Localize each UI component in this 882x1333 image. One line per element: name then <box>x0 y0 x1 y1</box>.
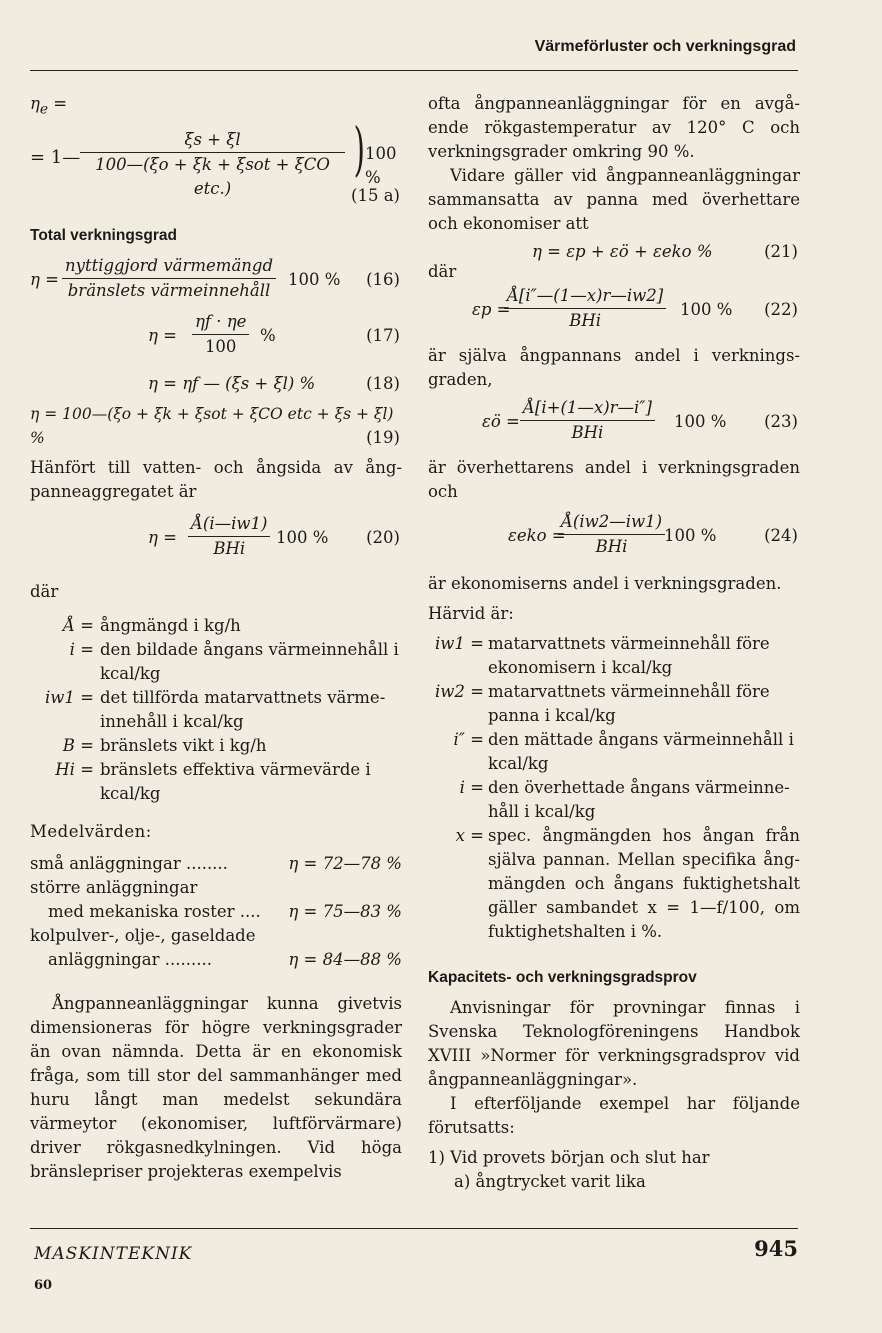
definition-row: iw1 = det tillförda matarvattnets värmeinnehåll i kcal/kg <box>45 688 386 731</box>
definition-row: i = den överhettade ångans värmeinnehåll i kcal/kg <box>459 778 790 821</box>
definition-list-left <box>30 614 402 806</box>
definition-row: Å = ångmängd i kg/h <box>63 616 241 635</box>
running-header: Värmeförluster och verkningsgrad <box>534 38 796 55</box>
equation-20: η = Å(i—iw1) BHi 100 % (20) <box>148 514 400 558</box>
equation-15a: = 1— ξs + ξl 100—(ξo + ξk + ξsot + ξCO etc.) ) 100 % <box>30 115 397 198</box>
definition-row: Hi = bränslets effektiva värmevärde i kcal/kg <box>55 760 371 803</box>
definition-list-right <box>428 632 800 944</box>
paragraph-vidare: Vidare gäller vid ångpanneanläggningar sammansatta av panna med överhettare och ekonomiser att <box>428 166 800 233</box>
medel-row: större anläggningar <box>30 878 198 897</box>
medelvarden-list <box>30 852 402 972</box>
header-rule <box>30 70 798 71</box>
definition-row: iw1 = matarvattnets värmeinnehåll före ekonomisern i kcal/kg <box>435 634 770 677</box>
equation-15a-lhs: $\eta_e$ = <box>30 94 68 118</box>
equation-24: εeko = Å(iw2—iw1) BHi 100 % (24) <box>508 512 798 556</box>
medel-row: kolpulver-, olje-, gaseldade <box>30 926 256 945</box>
definition-row: x = spec. ångmängden hos ångan från själva pannan. Mellan specifika ångmängden och ångans fuktighetshalt gäller sambandet x = 1—f/100, om fuktighetshalten i %. <box>455 826 800 941</box>
paragraph-efterfoljande: I efterföljande exempel har följande förutsatts: <box>428 1094 800 1137</box>
equation-18: η = ηf — (ξs + ξl) % (18) <box>148 374 400 393</box>
paragraph-ofta: ofta ångpanneanläggningar för en avgående rökgastemperatur av 120° C och verkningsgrader omkring 90 %. <box>428 94 800 161</box>
list-item-1: 1) Vid provets början och slut har <box>428 1148 710 1167</box>
journal-name: MASKINTEKNIK <box>34 1244 193 1264</box>
medelvarden-heading: Medelvärden: <box>30 822 152 841</box>
equation-number: (19) <box>366 428 400 447</box>
label-dar: där <box>428 262 457 281</box>
equation-21: η = εp + εö + εeko % (21) <box>532 242 798 261</box>
paragraph-eq24: är ekonomiserns andel i verkningsgraden. <box>428 574 782 593</box>
definition-row: i = den bildade ångans värmeinnehåll i kcal/kg <box>69 640 399 683</box>
footer-rule <box>30 1228 798 1229</box>
sheet-number: 60 <box>34 1278 53 1293</box>
medel-row: med mekaniska roster .... η = 75—83 % <box>48 902 402 921</box>
page-number: 945 <box>754 1236 798 1261</box>
medel-row: små anläggningar ........ η = 72—78 % <box>30 854 402 873</box>
left-column <box>30 92 402 1184</box>
section-heading-kapacitet: Kapacitets- och verkningsgradsprov <box>428 969 697 986</box>
definition-row: i″ = den mättade ångans värmeinnehåll i kcal/kg <box>453 730 794 773</box>
equation-23: εö = Å[i+(1—x)r—i″] BHi 100 % (23) <box>482 398 798 442</box>
medel-row: anläggningar ......... η = 84—88 % <box>48 950 402 969</box>
paragraph-anvisningar: Anvisningar för provningar finnas i Svenska Teknologföreningens Handbok XVIII »Normer för verkningsgradsprov vid ångpanneanläggningar». <box>428 998 800 1089</box>
paragraph-eq23: är överhettarens andel i verkningsgraden och <box>428 458 800 501</box>
definition-row: iw2 = matarvattnets värmeinnehåll före panna i kcal/kg <box>435 682 770 725</box>
definition-row: B = bränslets vikt i kg/h <box>62 736 267 755</box>
label-dar: där <box>30 582 59 601</box>
section-heading-total: Total verkningsgrad <box>30 227 177 244</box>
equation-22: εp = Å[i″—(1—x)r—iw2] BHi 100 % (22) <box>472 286 798 330</box>
paragraph-eq22: är själva ångpannans andel i verkningsgraden, <box>428 346 800 389</box>
equation-number: (15 a) <box>351 186 400 205</box>
label-harvid: Härvid är: <box>428 604 514 623</box>
list-item-1a: a) ångtrycket varit lika <box>454 1172 646 1191</box>
equation-16: η = nyttiggjord värmemängd bränslets värmeinnehåll 100 % (16) <box>30 256 400 300</box>
paragraph-hanfort: Hänfört till vatten- och ångsida av ångpanneaggregatet är <box>30 458 402 501</box>
equation-19: η = 100—(ξo + ξk + ξsot + ξCO etc + ξs + ξl) % <box>30 405 394 447</box>
paragraph-angpanne: Ångpanneanläggningar kunna givetvis dimensioneras för högre verkningsgrader än ovan nämnda. Detta är en ekonomisk fråga, som till stor del sammanhänger med huru långt man medelst sekundära värmeytor (ekonomiser, luftförvärmare) driver rökgasnedkylningen. Vid höga bränslepriser projekteras exempelvis <box>30 994 402 1181</box>
right-column <box>428 92 800 1194</box>
equation-17: η = $\frac{\eta f \cdot \eta e}{100}$ % (17) <box>148 312 400 356</box>
